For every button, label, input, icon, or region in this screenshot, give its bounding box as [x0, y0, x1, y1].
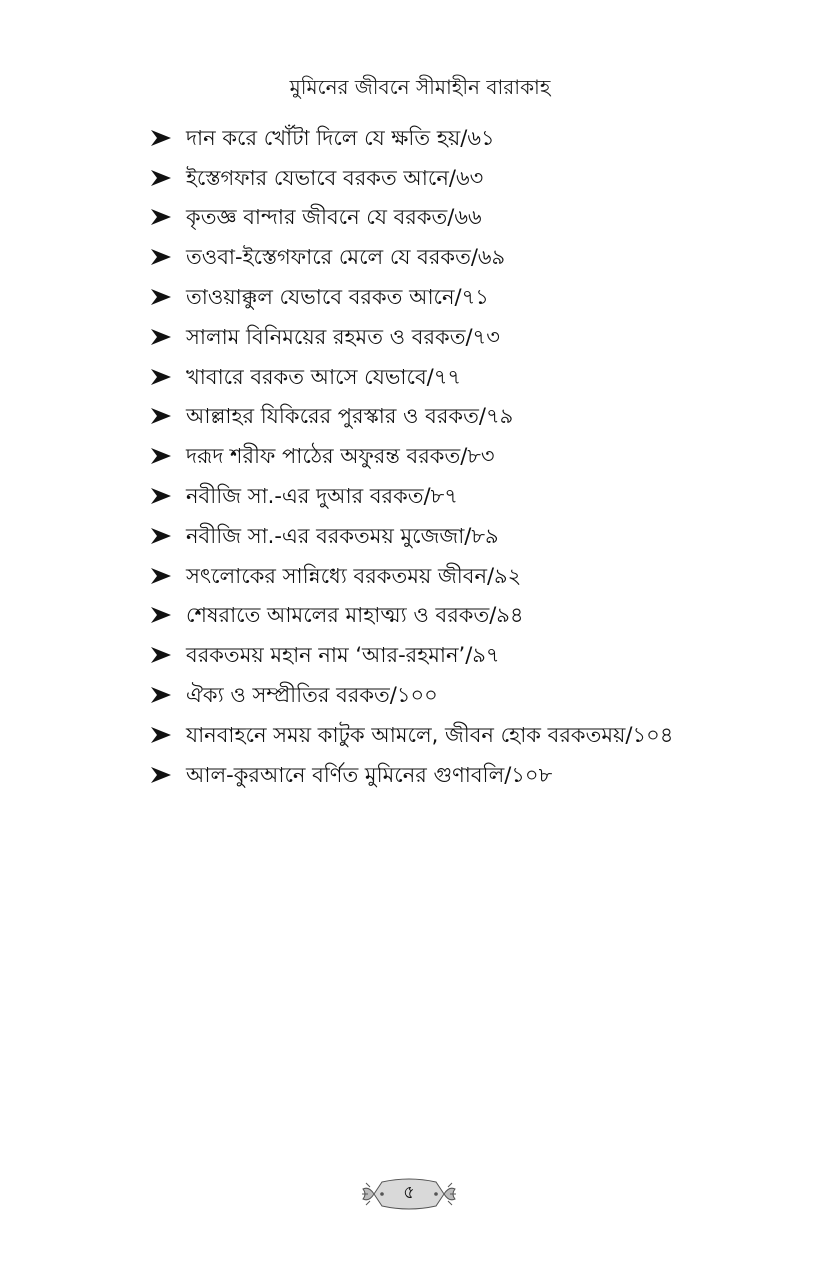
toc-entry	[150, 237, 673, 277]
toc-entry-text: সালাম বিনিময়ের রহমত ও বরকত/৭৩	[186, 324, 500, 349]
arrowhead-bullet-icon	[150, 766, 186, 784]
arrowhead-bullet-icon	[150, 527, 186, 545]
toc-entry	[150, 516, 673, 556]
toc-entry-text: বরকতময় মহান নাম ‘আর-রহমান’/৯৭	[186, 643, 500, 668]
toc-entry	[150, 118, 673, 158]
arrowhead-bullet-icon	[150, 606, 186, 624]
arrowhead-bullet-icon	[150, 686, 186, 704]
arrowhead-bullet-icon	[150, 248, 186, 266]
toc-entry-text: দান করে খোঁটা দিলে যে ক্ষতি হয়/৬১	[186, 125, 495, 150]
toc-entry-text: নবীজি সা.-এর দুআর বরকত/৮৭	[186, 484, 458, 509]
running-header-title: মুমিনের জীবনে সীমাহীন বারাকাহ	[289, 75, 551, 99]
toc-entry	[150, 277, 673, 317]
arrowhead-bullet-icon	[150, 208, 186, 226]
toc-entry-text: আল-কুরআনে বর্ণিত মুমিনের গুণাবলি/১০৮	[186, 762, 553, 787]
toc-entry	[150, 755, 673, 795]
toc-entry	[150, 357, 673, 397]
arrowhead-bullet-icon	[150, 726, 186, 744]
arrowhead-bullet-icon	[150, 646, 186, 664]
toc-entry-text: শেষরাতে আমলের মাহাত্ম্য ও বরকত/৯৪	[186, 603, 524, 628]
toc-entry	[150, 317, 673, 357]
arrowhead-bullet-icon	[150, 487, 186, 505]
toc-entry	[150, 715, 673, 755]
toc-entry	[150, 596, 673, 636]
arrowhead-bullet-icon	[150, 407, 186, 425]
arrowhead-bullet-icon	[150, 129, 186, 147]
toc-entry	[150, 635, 673, 675]
toc-entry-text: নবীজি সা.-এর বরকতময় মুজেজা/৮৯	[186, 523, 499, 548]
toc-entry-text: তাওয়াক্কুল যেভাবে বরকত আনে/৭১	[186, 285, 489, 310]
arrowhead-bullet-icon	[150, 368, 186, 386]
toc-entry	[150, 158, 673, 198]
toc-entry-text: তওবা-ইস্তেগফারে মেলে যে বরকত/৬৯	[186, 245, 506, 270]
toc-entry	[150, 476, 673, 516]
toc-entry-text: সৎলোকের সান্নিধ্যে বরকতময় জীবন/৯২	[186, 563, 522, 588]
toc-entry	[150, 436, 673, 476]
page-number: ৫	[403, 1182, 415, 1203]
arrowhead-bullet-icon	[150, 328, 186, 346]
toc-entry	[150, 556, 673, 596]
toc-entry-text: ইস্তেগফার যেভাবে বরকত আনে/৬৩	[186, 165, 484, 190]
arrowhead-bullet-icon	[150, 288, 186, 306]
toc-entry	[150, 397, 673, 437]
toc-entry-text: খাবারে বরকত আসে যেভাবে/৭৭	[186, 364, 462, 389]
toc-entry-text: আল্লাহর যিকিরের পুরস্কার ও বরকত/৭৯	[186, 404, 514, 429]
page-number-ornament-icon	[360, 1177, 458, 1211]
arrowhead-bullet-icon	[150, 169, 186, 187]
toc-entry	[150, 675, 673, 715]
arrowhead-bullet-icon	[150, 567, 186, 585]
toc-entry	[150, 198, 673, 238]
toc-entry-text: কৃতজ্ঞ বান্দার জীবনে যে বরকত/৬৬	[186, 205, 482, 230]
toc-entry-text: দরূদ শরীফ পাঠের অফুরন্ত বরকত/৮৩	[186, 444, 495, 469]
toc-entry-text: ঐক্য ও সম্প্রীতির বরকত/১০০	[186, 683, 438, 708]
table-of-contents	[150, 118, 673, 795]
arrowhead-bullet-icon	[150, 447, 186, 465]
toc-entry-text: যানবাহনে সময় কাটুক আমলে, জীবন হোক বরকতময়/১০৪	[186, 722, 674, 747]
